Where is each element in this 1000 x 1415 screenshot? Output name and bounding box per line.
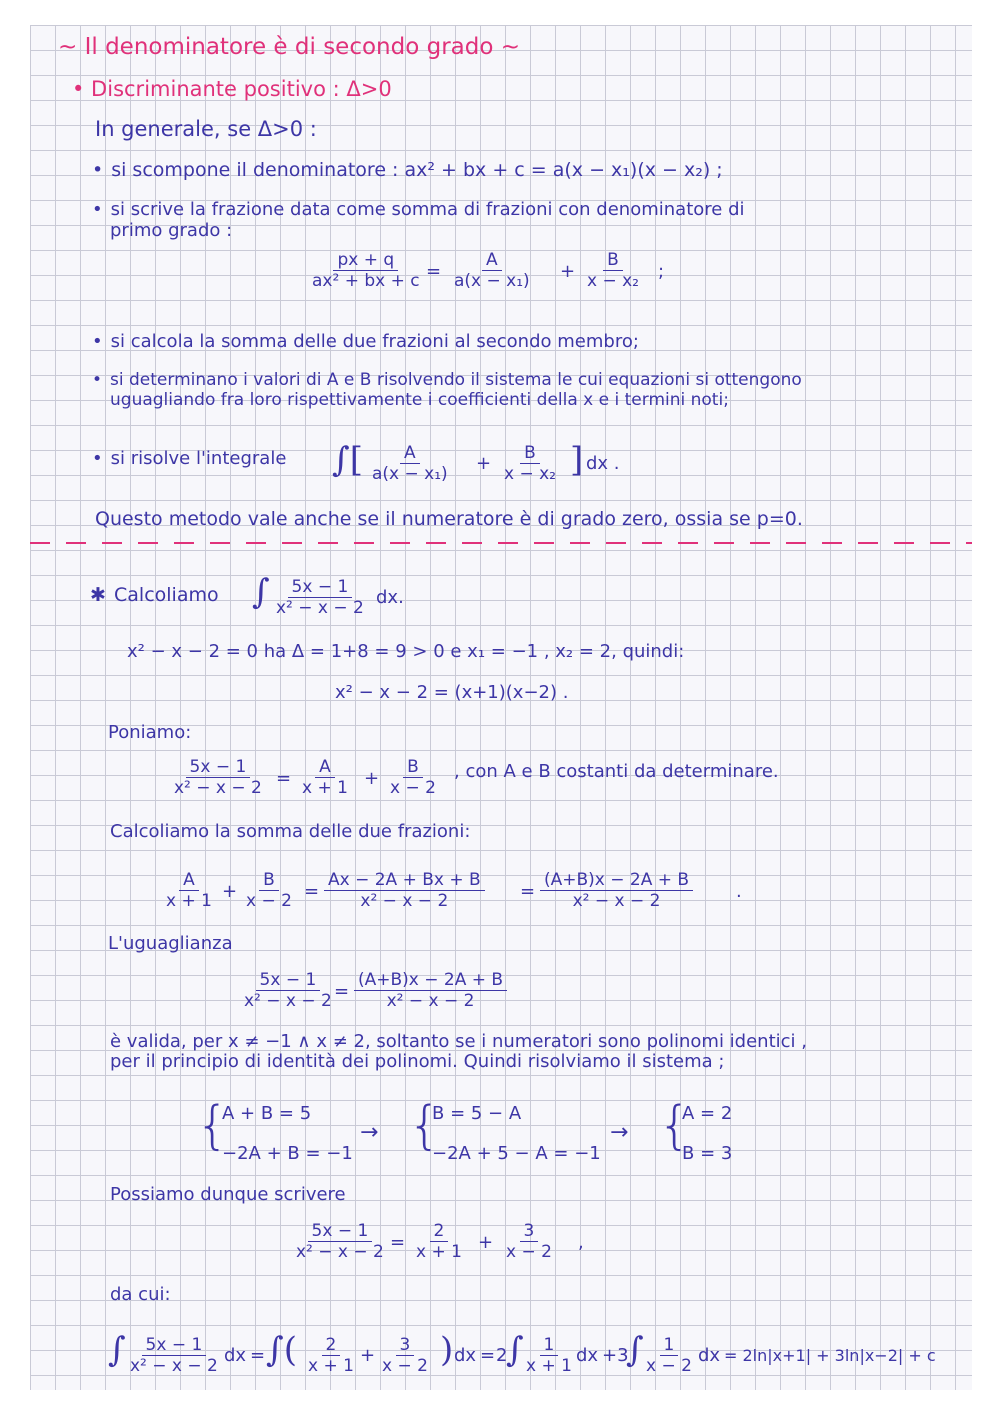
fraction-numerator: 2 — [322, 1335, 341, 1356]
dx-label: dx . — [586, 453, 620, 474]
example-star: ✱ — [90, 584, 106, 606]
integral-sign: ∫( — [266, 1330, 297, 1370]
fraction-numerator: 3 — [396, 1335, 415, 1356]
system-brace: { — [408, 1096, 442, 1156]
fraction-5x-1 — [170, 757, 266, 798]
coefficient-3: +3 — [602, 1345, 629, 1366]
system2-eq1: B = 5 − A — [432, 1103, 522, 1124]
plus-sign: + — [364, 768, 380, 789]
fraction-denominator: x − 2 — [246, 891, 292, 911]
fraction-denominator: x² − x − 2 — [572, 891, 661, 911]
poniamo-label: Poniamo: — [108, 722, 192, 743]
plus-sign: + — [360, 1345, 376, 1366]
equals-sign: = — [426, 261, 442, 282]
fraction-b — [500, 443, 560, 484]
plus-sign: + — [476, 453, 492, 474]
page-title: ~ Il denominatore è di secondo grado ~ — [58, 34, 521, 60]
system1-eq1: A + B = 5 — [222, 1103, 312, 1124]
constants-note: , con A e B costanti da determinare. — [454, 761, 779, 782]
arrow-icon: → — [360, 1120, 379, 1145]
fraction-numerator: 1 — [660, 1335, 679, 1356]
fraction-a — [450, 250, 534, 291]
fraction-b — [583, 250, 643, 291]
equals-sign: = — [304, 881, 320, 902]
fraction-px-q — [308, 250, 424, 291]
fraction-2 — [304, 1335, 358, 1376]
system-brace: { — [196, 1096, 230, 1156]
fraction-numerator: A — [315, 757, 335, 778]
method-note: Questo metodo vale anche se il numeratore è di grado zero, ossia se p=0. — [95, 508, 803, 530]
fraction-5x-1 — [126, 1335, 222, 1376]
fraction-denominator: x − x₂ — [587, 271, 639, 291]
fraction-denominator: x² − x − 2 — [360, 891, 449, 911]
fraction-denominator: x² − x − 2 — [296, 1242, 384, 1262]
equals-sign: = — [520, 881, 536, 902]
fraction-numerator: (A+B)x − 2A + B — [354, 970, 507, 991]
equals-sign: = — [250, 1345, 266, 1366]
fraction-3 — [378, 1335, 432, 1376]
fraction-numerator: 5x − 1 — [256, 970, 321, 991]
fraction-denominator: x² − x − 2 — [386, 991, 475, 1011]
discriminant-line: x² − x − 2 = 0 ha Δ = 1+8 = 9 > 0 e x₁ = −1 , x₂ = 2, quindi: — [127, 641, 685, 662]
step-integral: • si risolve l'integrale — [92, 447, 286, 471]
fraction-numerator: px + q — [333, 250, 398, 271]
period: . — [736, 881, 742, 902]
fraction-numerator: A — [179, 870, 199, 891]
fraction-numerator: 5x − 1 — [186, 757, 251, 778]
integral-sign: ∫ — [252, 572, 270, 612]
semicolon: ; — [658, 261, 665, 282]
fraction-denominator: x + 1 — [308, 1356, 354, 1376]
equals-sign: = — [480, 1345, 496, 1366]
step-sum: • si calcola la somma delle due frazioni al secondo membro; — [92, 330, 639, 354]
fraction-denominator: x² − x − 2 — [174, 778, 262, 798]
fraction-3 — [502, 1221, 556, 1262]
fraction-numerator: 5x − 1 — [308, 1221, 373, 1242]
fraction-5x-1 — [292, 1221, 388, 1262]
integral-sign: ∫[ — [332, 440, 363, 480]
integral-sign: ∫ — [506, 1330, 524, 1370]
fraction-sum-grouped — [354, 970, 507, 1011]
fraction-numerator: B — [403, 757, 423, 778]
fraction-numerator: 5x − 1 — [142, 1335, 207, 1356]
fraction-1-x-2 — [642, 1335, 696, 1376]
validity-line1: è valida, per x ≠ −1 ∧ x ≠ 2, soltanto se i numeratori sono polinomi identici , — [110, 1031, 807, 1052]
validity-line2: per il principio di identità dei polinomi. Quindi risolviamo il sistema ; — [110, 1051, 725, 1072]
system-brace: { — [658, 1096, 692, 1156]
fraction-denominator: x + 1 — [302, 778, 348, 798]
step-split-line2: primo grado : — [110, 220, 233, 241]
equals-sign: = — [334, 981, 350, 1002]
system3-eq1: A = 2 — [682, 1103, 733, 1124]
bracket-close: ] — [570, 440, 584, 480]
plus-sign: + — [478, 1232, 494, 1253]
fraction-denominator: ax² + bx + c — [312, 271, 420, 291]
arrow-icon: → — [610, 1120, 629, 1145]
step-system-line1: • si determinano i valori di A e B risolvendo il sistema le cui equazioni si ottengono — [92, 368, 802, 392]
fraction-denominator: a(x − x₁) — [454, 271, 530, 291]
fraction-b — [242, 870, 296, 911]
final-result: = 2ln|x+1| + 3ln|x−2| + c — [724, 1346, 936, 1365]
fraction-numerator: B — [259, 870, 279, 891]
system3-eq2: B = 3 — [682, 1143, 733, 1164]
fraction-a — [298, 757, 352, 798]
step-factor: • si scompone il denominatore : ax² + bx + c = a(x − x₁)(x − x₂) ; — [92, 158, 723, 182]
fraction-numerator: B — [520, 443, 540, 464]
step-system-line2: uguagliando fra loro rispettivamente i coefficienti della x e i termini noti; — [110, 390, 729, 410]
uguaglianza-label: L'uguaglianza — [108, 933, 233, 954]
fraction-numerator: A — [482, 250, 502, 271]
dx-label: dx — [454, 1345, 477, 1366]
step-split-line1: • si scrive la frazione data come somma di frazioni con denominatore di — [92, 198, 745, 222]
fraction-denominator: x − 2 — [390, 778, 436, 798]
fraction-denominator: a(x − x₁) — [372, 464, 448, 484]
dx-label: dx — [576, 1345, 599, 1366]
fraction-numerator: 2 — [430, 1221, 449, 1242]
factorization: x² − x − 2 = (x+1)(x−2) . — [335, 682, 569, 703]
fraction-numerator: 5x − 1 — [288, 577, 353, 598]
system2-eq2: −2A + 5 − A = −1 — [432, 1143, 601, 1164]
somma-intro: Calcoliamo la somma delle due frazioni: — [110, 821, 471, 842]
coefficient-2: 2 — [496, 1345, 508, 1366]
equals-sign: = — [276, 768, 292, 789]
section-subtitle: • Discriminante positivo : Δ>0 — [72, 77, 392, 101]
comma: , — [578, 1232, 584, 1253]
fraction-5x-1 — [240, 970, 336, 1011]
fraction-1-x+1 — [522, 1335, 576, 1376]
fraction-denominator: x + 1 — [416, 1242, 462, 1262]
system1-eq2: −2A + B = −1 — [222, 1143, 353, 1164]
fraction-denominator: x − x₂ — [504, 464, 556, 484]
fraction-example — [272, 577, 368, 618]
dx-label: dx — [224, 1345, 247, 1366]
fraction-numerator: Ax − 2A + Bx + B — [324, 870, 485, 891]
fraction-a — [162, 870, 216, 911]
fraction-numerator: B — [603, 250, 623, 271]
fraction-denominator: x² − x − 2 — [276, 598, 364, 618]
fraction-denominator: x² − x − 2 — [244, 991, 332, 1011]
general-intro: In generale, se Δ>0 : — [95, 117, 317, 141]
fraction-sum-grouped — [540, 870, 693, 911]
fraction-denominator: x − 2 — [382, 1356, 428, 1376]
fraction-denominator: x² − x − 2 — [130, 1356, 218, 1376]
example-intro: Calcoliamo — [114, 584, 219, 606]
fraction-2 — [412, 1221, 466, 1262]
dx-label: dx. — [376, 587, 404, 608]
notebook-page — [30, 25, 972, 1390]
fraction-b — [386, 757, 440, 798]
fraction-sum-expanded — [324, 870, 485, 911]
fraction-a — [368, 443, 452, 484]
equals-sign: = — [390, 1232, 406, 1253]
dx-label: dx — [698, 1345, 721, 1366]
dacui-label: da cui: — [110, 1284, 171, 1305]
fraction-denominator: x − 2 — [646, 1356, 692, 1376]
integral-sign: ∫ — [626, 1330, 644, 1370]
plus-sign: + — [560, 261, 576, 282]
fraction-denominator: x + 1 — [526, 1356, 572, 1376]
paren-close: ) — [440, 1330, 454, 1370]
fraction-numerator: 1 — [540, 1335, 559, 1356]
fraction-numerator: 3 — [520, 1221, 539, 1242]
plus-sign: + — [222, 881, 238, 902]
integral-sign: ∫ — [108, 1330, 126, 1370]
fraction-numerator: (A+B)x − 2A + B — [540, 870, 693, 891]
section-divider — [30, 542, 972, 544]
possiamo-label: Possiamo dunque scrivere — [110, 1184, 346, 1205]
fraction-denominator: x + 1 — [166, 891, 212, 911]
fraction-denominator: x − 2 — [506, 1242, 552, 1262]
fraction-numerator: A — [400, 443, 420, 464]
